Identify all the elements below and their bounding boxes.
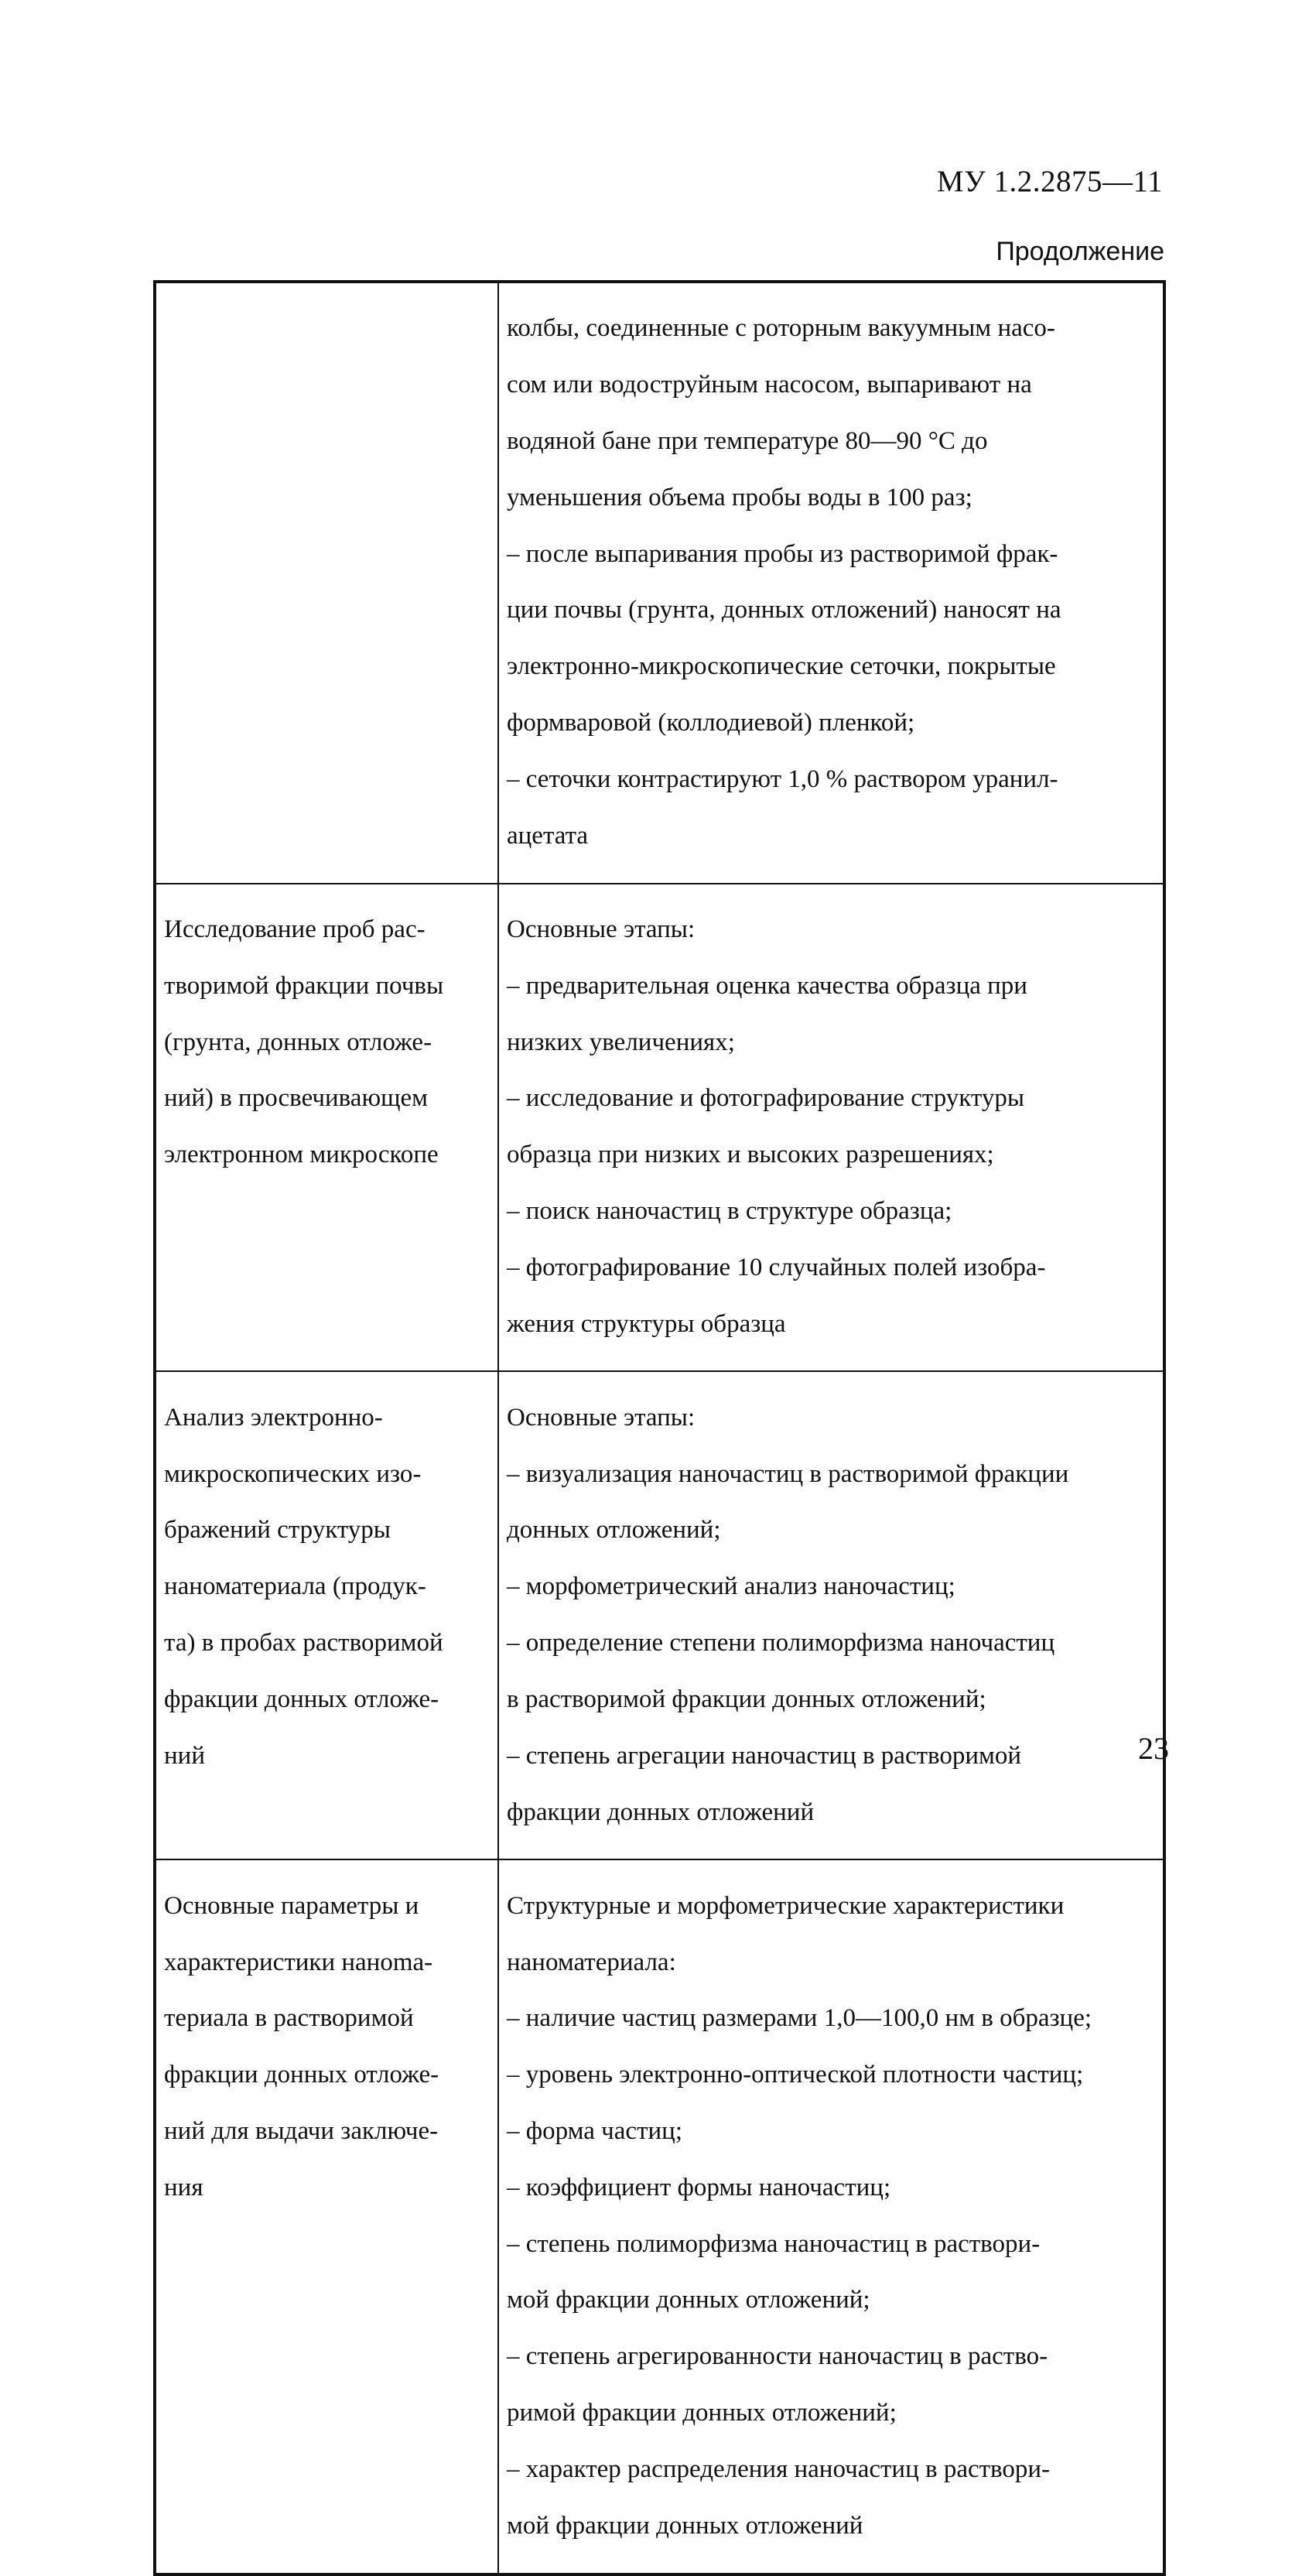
description-cell bbox=[498, 282, 1164, 884]
stage-line: электронном микроскопе bbox=[164, 1141, 439, 1169]
stage-cell bbox=[155, 282, 498, 884]
stage-line: Исследование проб рас- bbox=[164, 915, 426, 943]
description-line: римой фракции донных отложений; bbox=[507, 2399, 897, 2427]
stage-line: наноматериала (продук- bbox=[164, 1572, 426, 1601]
continuation-label: Продолжение bbox=[996, 237, 1164, 266]
stage-line: ния bbox=[164, 2173, 203, 2201]
table-row bbox=[155, 884, 1164, 1372]
description-line: – после выпаривания пробы из растворимой фрак- bbox=[507, 539, 1058, 568]
description-line: ацетата bbox=[507, 821, 589, 850]
stage-line: творимой фракции почвы bbox=[164, 971, 444, 1000]
stage-cell bbox=[155, 884, 498, 1372]
stage-line: ний bbox=[164, 1741, 205, 1770]
description-cell bbox=[498, 1371, 1164, 1859]
description-line: Основные этапы: bbox=[507, 1403, 696, 1432]
description-line: низких увеличениях; bbox=[507, 1028, 735, 1056]
description-line: – наличие частиц размерами 1,0—100,0 нм в образце; bbox=[507, 2004, 1092, 2033]
description-line: – характер распределения наночастиц в раствори- bbox=[507, 2455, 1051, 2483]
description-line: – коэффициент формы наночастиц; bbox=[507, 2173, 891, 2201]
description-line: сом или водоструйным насосом, выпаривают на bbox=[507, 371, 1032, 399]
description-cell bbox=[498, 884, 1164, 1372]
description-line: – степень агрегации наночастиц в растворимой bbox=[507, 1741, 1022, 1770]
stage-line: та) в пробах растворимой bbox=[164, 1629, 443, 1657]
description-line: – определение степени полиморфизма наночастиц bbox=[507, 1629, 1055, 1657]
description-line: колбы, соединенные с роторным вакуумным насо- bbox=[507, 314, 1055, 343]
description-line: – уровень электронно-оптической плотности частиц; bbox=[507, 2061, 1084, 2089]
procedure-table bbox=[153, 280, 1166, 2576]
description-line: – предварительная оценка качества образца при bbox=[507, 971, 1027, 1000]
description-line: – сеточки контрастируют 1,0 % раствором уранил- bbox=[507, 765, 1058, 793]
stage-line: териала в растворимой bbox=[164, 2004, 414, 2033]
description-line: электронно-микроскопические сеточки, покрытые bbox=[507, 652, 1056, 681]
description-line: водяной бане при температуре 80—90 °С до bbox=[507, 427, 988, 456]
description-line: жения структуры образца bbox=[507, 1309, 786, 1338]
description-line: – степень полиморфизма наночастиц в раствори- bbox=[507, 2229, 1041, 2258]
description-line: мой фракции донных отложений; bbox=[507, 2286, 870, 2314]
stage-cell bbox=[155, 1371, 498, 1859]
description-line: мой фракции донных отложений bbox=[507, 2511, 863, 2540]
description-line: – форма частиц; bbox=[507, 2117, 682, 2145]
document-code: МУ 1.2.2875—11 bbox=[936, 165, 1163, 198]
stage-line: бражений структуры bbox=[164, 1516, 391, 1545]
description-line: формваровой (коллодиевой) пленкой; bbox=[507, 709, 915, 737]
description-line: Основные этапы: bbox=[507, 915, 696, 943]
stage-line: Анализ электронно- bbox=[164, 1403, 383, 1432]
stage-line: фракции донных отложе- bbox=[164, 2061, 439, 2089]
description-line: уменьшения объема пробы воды в 100 раз; bbox=[507, 483, 972, 511]
description-line: – исследование и фотографирование структуры bbox=[507, 1084, 1025, 1113]
stage-line: Основные параметры и bbox=[164, 1891, 419, 1920]
description-line: – визуализация наночастиц в растворимой фракции bbox=[507, 1459, 1069, 1488]
table-row bbox=[155, 1371, 1164, 1859]
stage-line: характеристики наноma- bbox=[164, 1948, 433, 1976]
stage-cell bbox=[155, 1859, 498, 2574]
description-cell bbox=[498, 1859, 1164, 2574]
description-line: – степень агрегированности наночастиц в раство- bbox=[507, 2342, 1048, 2371]
description-line: – фотографирование 10 случайных полей изобра- bbox=[507, 1253, 1046, 1281]
stage-line: микроскопических изо- bbox=[164, 1459, 422, 1488]
description-line: фракции донных отложений bbox=[507, 1798, 815, 1826]
stage-line: ний) в просвечивающем bbox=[164, 1084, 429, 1113]
table-row bbox=[155, 282, 1164, 884]
description-line: наноматериала: bbox=[507, 1948, 676, 1976]
description-line: Структурные и морфометрические характеристики bbox=[507, 1891, 1065, 1920]
stage-line: ний для выдачи заключе- bbox=[164, 2117, 439, 2145]
page-number: 23 bbox=[1138, 1731, 1169, 1766]
stage-line: (грунта, донных отложе- bbox=[164, 1028, 432, 1056]
description-line: образца при низких и высоких разрешениях; bbox=[507, 1141, 994, 1169]
description-line: ции почвы (грунта, донных отложений) наносят на bbox=[507, 596, 1061, 624]
stage-line: фракции донных отложе- bbox=[164, 1685, 439, 1713]
description-line: – морфометрический анализ наночастиц; bbox=[507, 1572, 955, 1601]
description-line: донных отложений; bbox=[507, 1516, 721, 1545]
description-line: – поиск наночастиц в структуре образца; bbox=[507, 1197, 952, 1225]
table-row bbox=[155, 1859, 1164, 2574]
description-line: в растворимой фракции донных отложений; bbox=[507, 1685, 986, 1713]
